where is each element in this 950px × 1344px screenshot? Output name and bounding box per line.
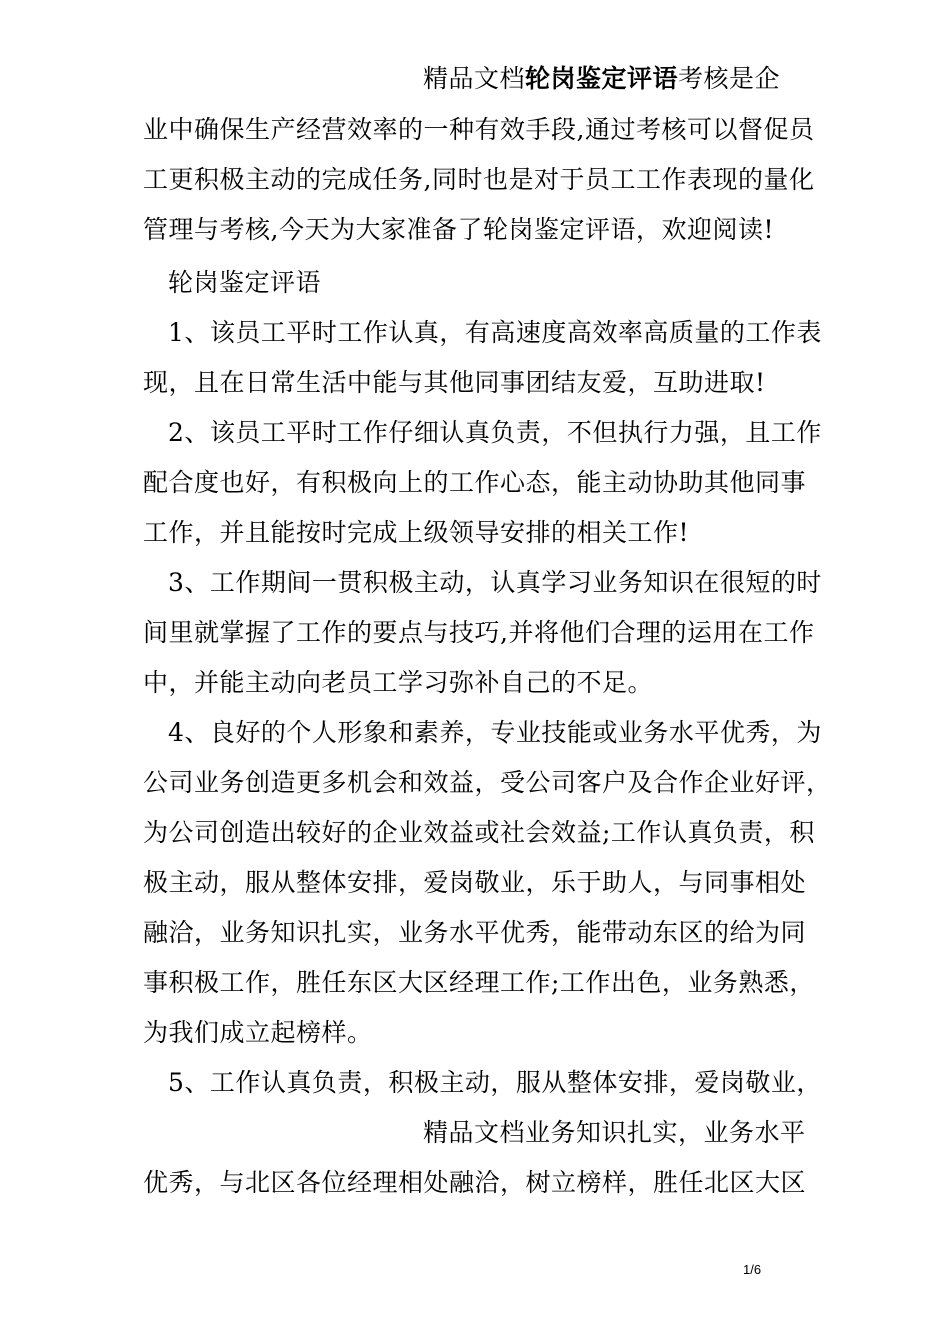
body-line: 2、该员工平时工作仔细认真负责，不但执行力强，且工作 (168, 418, 822, 447)
document-title: 轮岗鉴定评语 (525, 64, 679, 93)
body-line: 公司业务创造更多机会和效益，受公司客户及合作企业好评， (143, 768, 832, 797)
body-line: 事积极工作，胜任东区大区经理工作;工作出色，业务熟悉， (143, 968, 815, 997)
body-line: 融洽，业务知识扎实，业务水平优秀，能带动东区的给为同 (143, 918, 807, 947)
body-line: 4、良好的个人形象和素养，专业技能或业务水平优秀，为 (168, 718, 822, 747)
body-line: 现，且在日常生活中能与其他同事团结友爱，互助进取! (143, 368, 766, 397)
footer-repeat-line: 精品文档业务知识扎实，业务水平 (423, 1118, 806, 1147)
body-line: 工作，并且能按时完成上级领导安排的相关工作! (143, 518, 690, 547)
body-line: 配合度也好，有积极向上的工作心态，能主动协助其他同事 (143, 468, 807, 497)
body-line: 工更积极主动的完成任务,同时也是对于员工工作表现的量化 (143, 165, 815, 194)
body-line: 为公司创造出较好的企业效益或社会效益;工作认真负责，积 (143, 818, 815, 847)
body-line: 3、工作期间一贯积极主动，认真学习业务知识在很短的时 (168, 568, 822, 597)
header-prefix: 精品文档 (423, 64, 526, 93)
body-line: 优秀，与北区各位经理相处融洽，树立榜样，胜任北区大区 (143, 1168, 807, 1197)
body-line: 为我们成立起榜样。 (143, 1018, 373, 1047)
body-line: 间里就掌握了工作的要点与技巧,并将他们合理的运用在工作 (143, 618, 815, 647)
page-number: 1/6 (743, 1262, 762, 1277)
body-line: 中，并能主动向老员工学习弥补自己的不足。 (143, 668, 654, 697)
body-line: 5、工作认真负责，积极主动，服从整体安排，爱岗敬业， (168, 1068, 822, 1097)
body-line: 极主动，服从整体安排，爱岗敬业，乐于助人，与同事相处 (143, 868, 807, 897)
header-line (423, 62, 780, 96)
section-heading: 轮岗鉴定评语 (168, 268, 322, 297)
body-line: 管理与考核,今天为大家准备了轮岗鉴定评语，欢迎阅读! (143, 215, 774, 244)
header-suffix: 考核是企 (678, 64, 781, 93)
body-line: 业中确保生产经营效率的一种有效手段,通过考核可以督促员 (143, 115, 815, 144)
body-line: 1、该员工平时工作认真，有高速度高效率高质量的工作表 (168, 318, 822, 347)
